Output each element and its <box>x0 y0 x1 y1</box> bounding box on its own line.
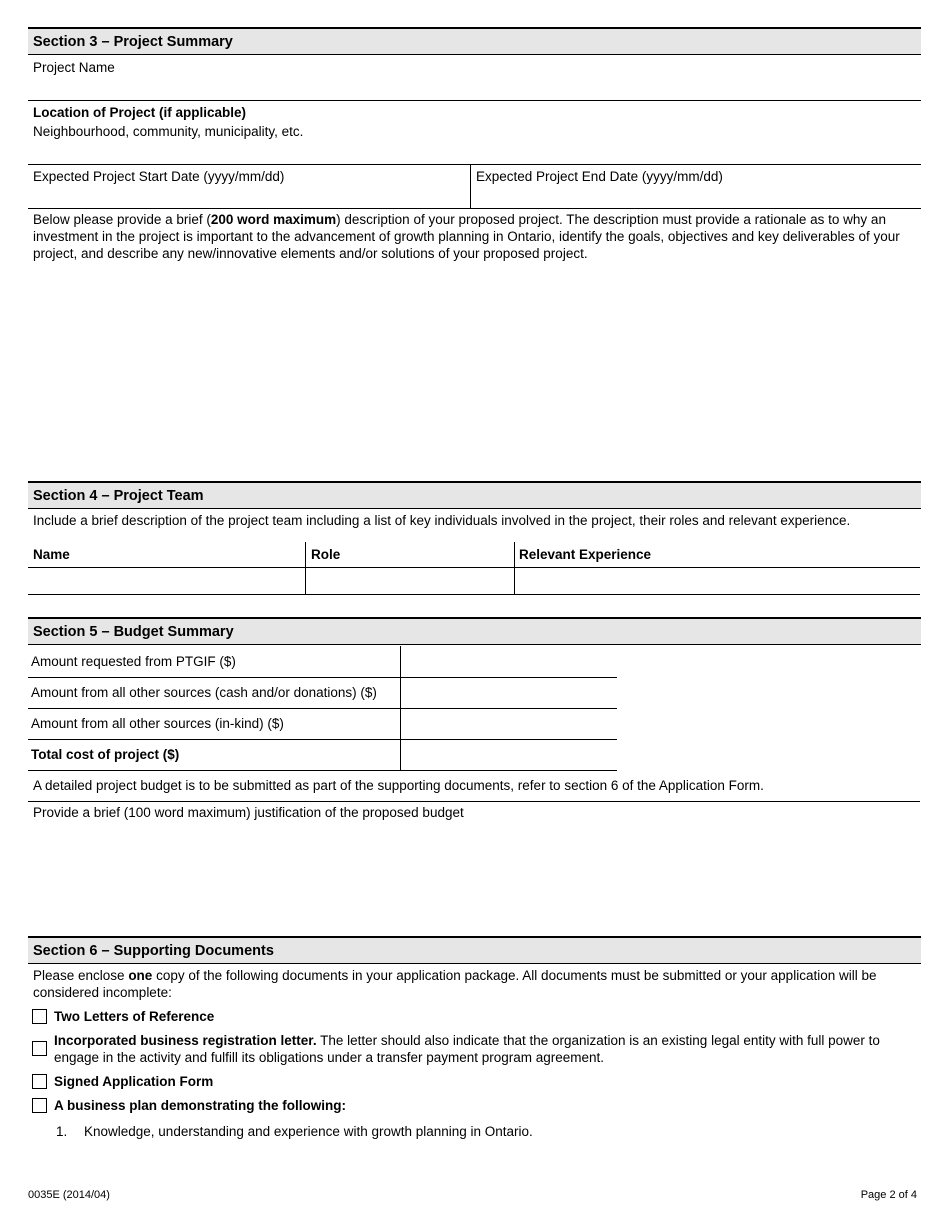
end-date-label: Expected Project End Date (yyyy/mm/dd) <box>476 169 723 184</box>
divider <box>28 208 921 209</box>
list-item: Knowledge, understanding and experience with growth planning in Ontario. <box>84 1124 533 1139</box>
section-6-header <box>28 936 921 964</box>
divider <box>28 739 617 740</box>
doc-item-label: A business plan demonstrating the following: <box>54 1098 347 1113</box>
section-5-title: Section 5 – Budget Summary <box>33 624 234 640</box>
team-col-name: Name <box>33 547 70 562</box>
section-4-header <box>28 481 921 509</box>
description-field[interactable] <box>28 266 921 480</box>
description-instructions <box>33 211 919 262</box>
supporting-docs-intro <box>33 967 919 1001</box>
budget-justification-label: Provide a brief (100 word maximum) justification of the proposed budget <box>33 805 464 820</box>
divider <box>28 100 921 101</box>
section-3-title: Section 3 – Project Summary <box>33 34 233 50</box>
budget-amount-field[interactable] <box>401 740 617 770</box>
start-date-field[interactable] <box>28 186 470 208</box>
start-date-label: Expected Project Start Date (yyyy/mm/dd) <box>33 169 285 184</box>
divider <box>28 164 921 165</box>
location-field[interactable] <box>28 141 921 164</box>
doc-item-title: Incorporated business registration letter. <box>54 1033 317 1048</box>
budget-note: A detailed project budget is to be submitted as part of the supporting documents, refer to section 6 of the Application Form. <box>33 778 764 793</box>
checkbox-reference-letters[interactable] <box>32 1009 47 1024</box>
team-col-experience: Relevant Experience <box>519 547 652 562</box>
divider <box>28 801 920 802</box>
budget-row-label: Amount requested from PTGIF ($) <box>31 654 236 669</box>
section-5-header <box>28 617 921 645</box>
list-number: 1. <box>56 1124 68 1139</box>
page-number: Page 2 of 4 <box>860 1189 917 1201</box>
budget-amount-field[interactable] <box>401 678 617 708</box>
doc-item-label: Signed Application Form <box>54 1074 214 1089</box>
team-col-role: Role <box>311 547 341 562</box>
checkbox-business-plan[interactable] <box>32 1098 47 1113</box>
budget-justification-field[interactable] <box>28 822 921 934</box>
divider <box>28 770 617 771</box>
budget-amount-field[interactable] <box>401 646 617 677</box>
form-code: 0035E (2014/04) <box>28 1189 110 1201</box>
intro-emphasis: one <box>128 968 153 983</box>
end-date-field[interactable] <box>471 186 921 208</box>
divider <box>28 677 617 678</box>
doc-item-label: Two Letters of Reference <box>54 1009 215 1024</box>
description-text: Below please provide a brief ( <box>33 212 211 227</box>
divider <box>28 594 920 595</box>
doc-item-label <box>54 1032 920 1066</box>
project-name-label: Project Name <box>33 60 115 75</box>
intro-text: copy of the following documents in your application package. All documents must be submitted or your application will be considered incomplete: <box>33 968 877 1000</box>
team-role-cell[interactable] <box>306 568 514 594</box>
checkbox-signed-form[interactable] <box>32 1074 47 1089</box>
project-name-field[interactable] <box>28 76 921 100</box>
section-4-title: Section 4 – Project Team <box>33 488 204 504</box>
doc-item-text: The letter should also indicate that the organization is an existing legal entity with full power to engage in the activity and fulfill its obligations under a transfer payment program agreement. <box>54 1033 880 1065</box>
section-3-header <box>28 27 921 55</box>
location-label: Location of Project (if applicable) <box>33 105 247 120</box>
budget-amount-field[interactable] <box>401 709 617 739</box>
project-team-intro: Include a brief description of the project team including a list of key individuals involved in the project, their roles and relevant experience. <box>33 513 851 528</box>
budget-row-label: Amount from all other sources (in-kind) ($) <box>31 716 284 731</box>
checkbox-registration-letter[interactable] <box>32 1041 47 1056</box>
budget-row-label: Total cost of project ($) <box>31 747 180 762</box>
location-hint: Neighbourhood, community, municipality, etc. <box>33 124 304 139</box>
section-6-title: Section 6 – Supporting Documents <box>33 943 274 959</box>
description-limit: 200 word maximum <box>210 212 337 227</box>
team-name-cell[interactable] <box>28 568 305 594</box>
budget-row-label: Amount from all other sources (cash and/or donations) ($) <box>31 685 377 700</box>
description-text: ) description of your proposed project. The description must provide a rationale as to why an investment in the project is important to the advancement of growth planning in Ontario, identify the goals, objectives and key deliverables of your project, and describe any new/innovative elements and/or solutions of your proposed project. <box>33 212 900 261</box>
intro-text: Please enclose <box>33 968 129 983</box>
team-experience-cell[interactable] <box>515 568 920 594</box>
divider <box>28 708 617 709</box>
